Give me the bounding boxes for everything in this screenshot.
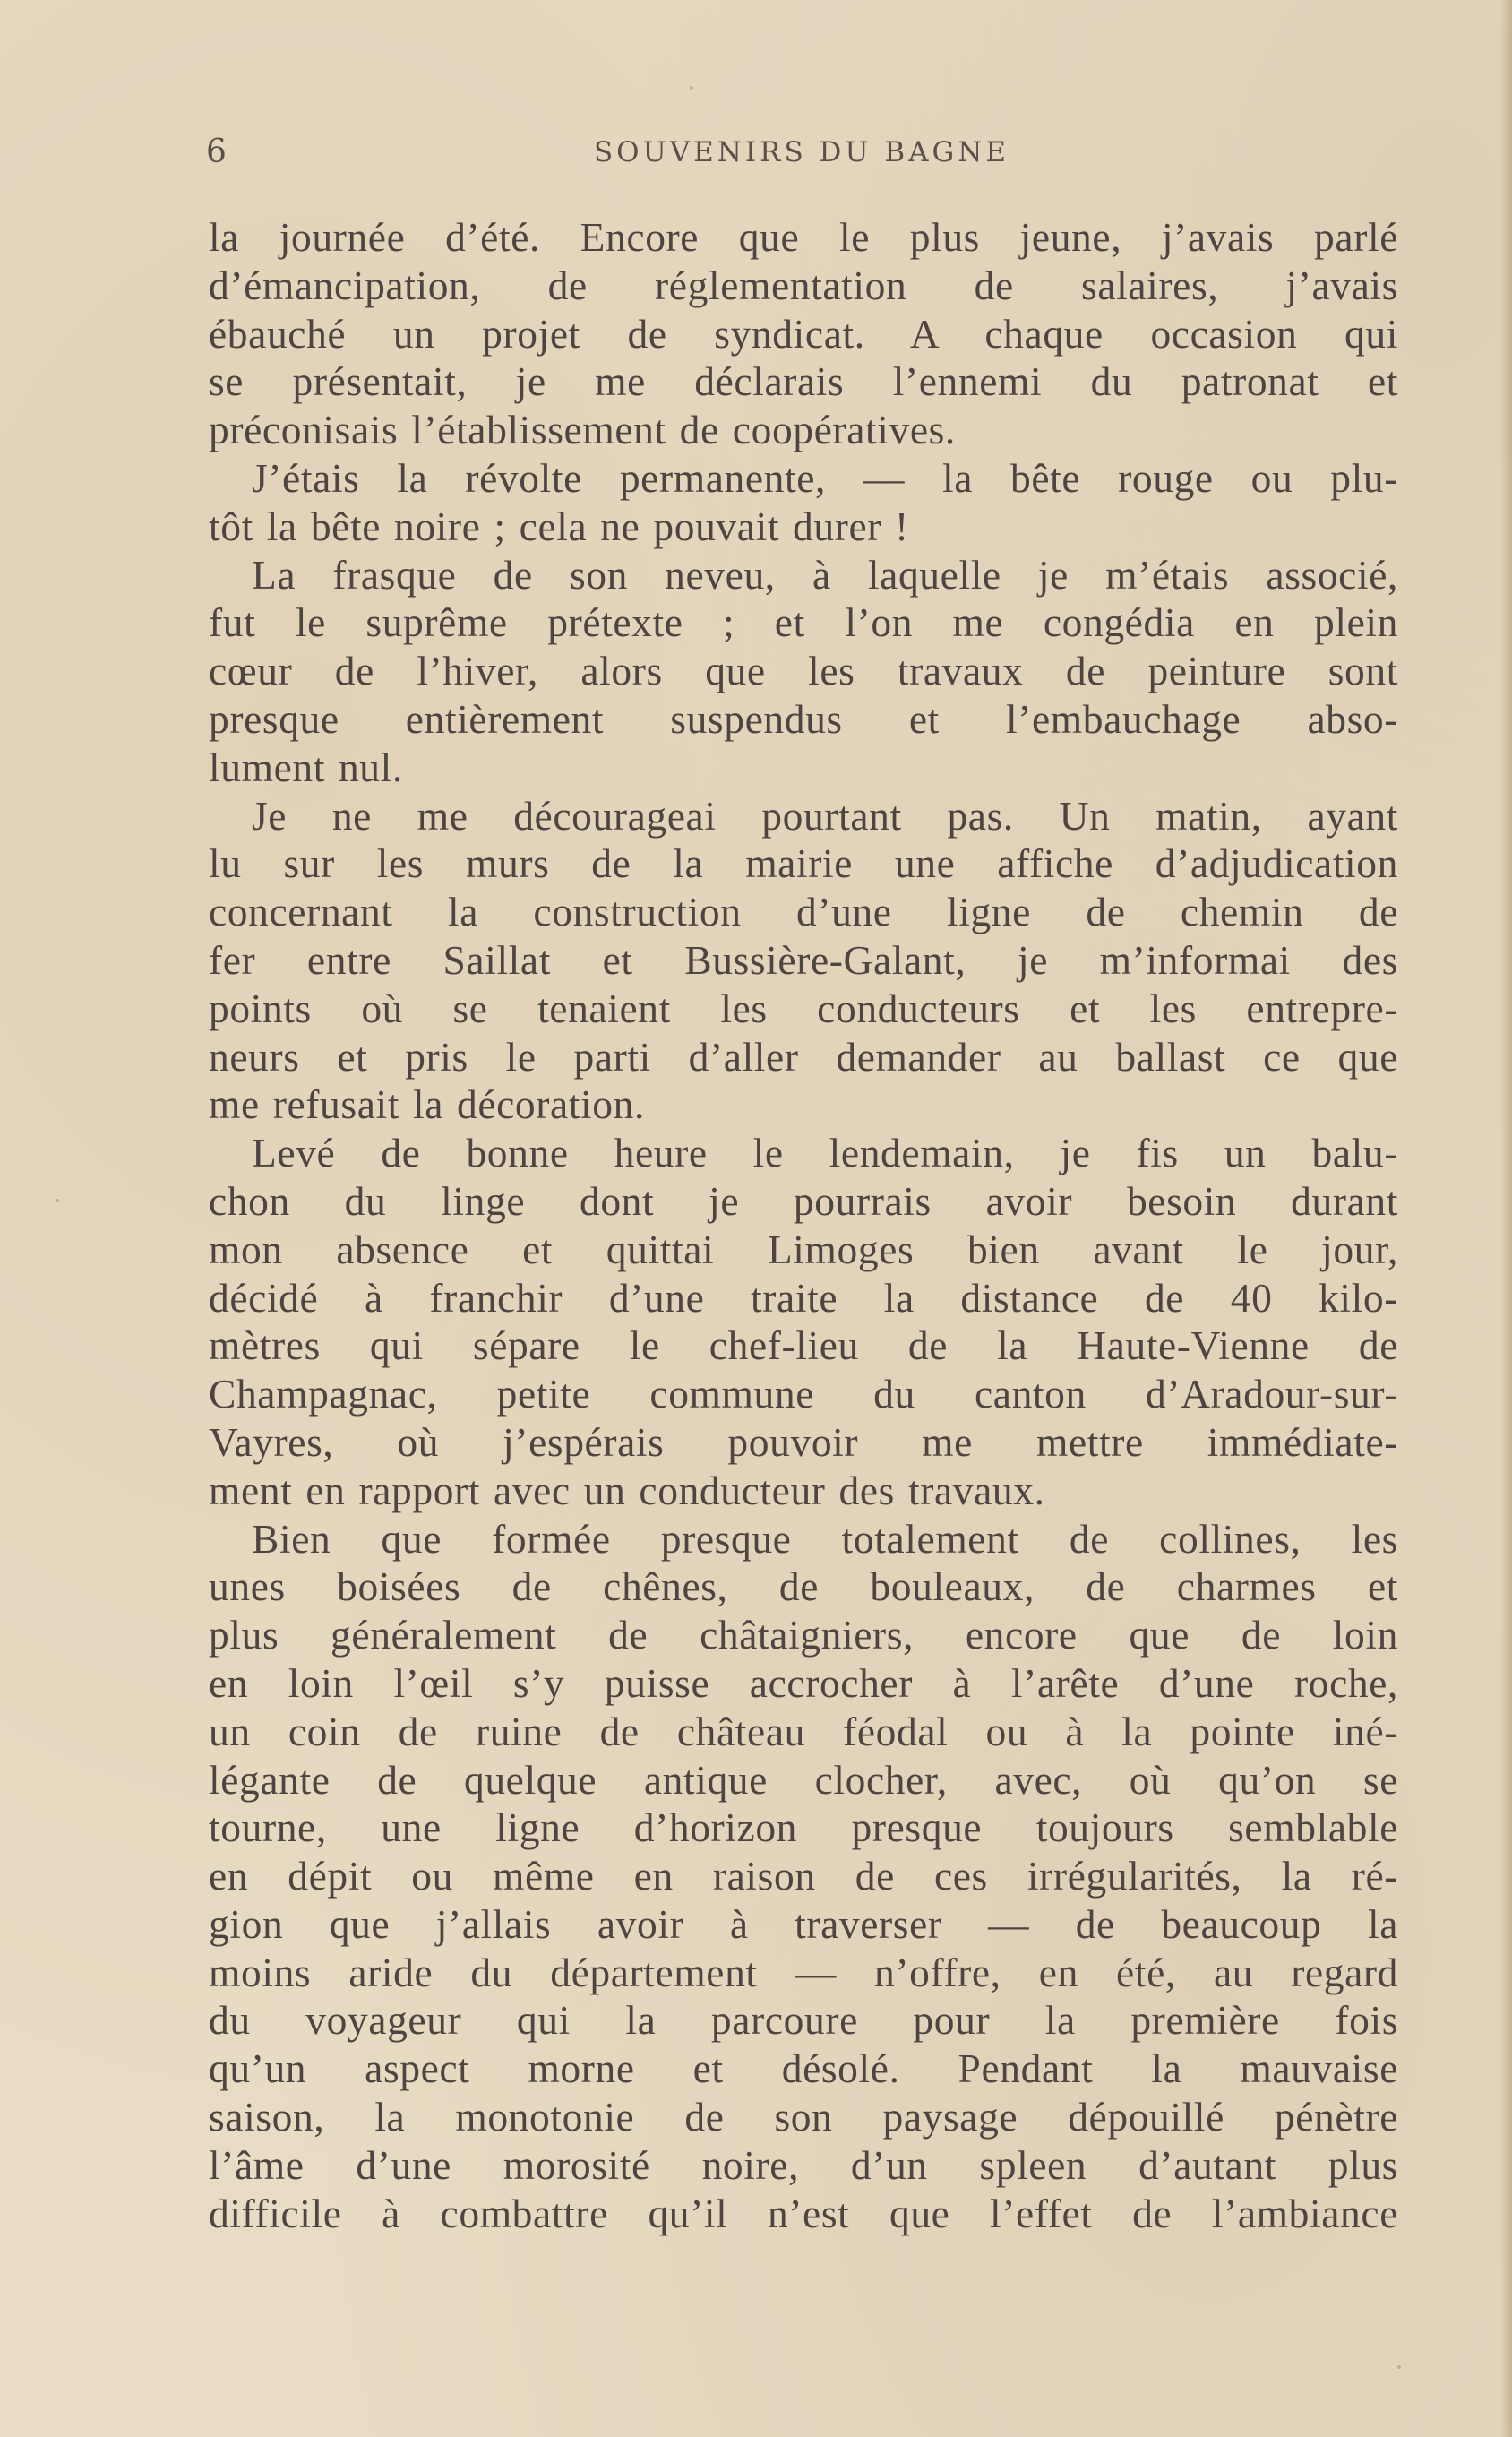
text-line: un coin de ruine de château féodal ou à la pointe iné- bbox=[209, 1708, 1398, 1754]
text-line: difficile à combattre qu’il n’est que l’effet de l’ambiance bbox=[209, 2190, 1398, 2236]
text-line: d’émancipation, de réglementation de salaires, j’avais bbox=[209, 262, 1398, 308]
text-line: se présentait, je me déclarais l’ennemi du patronat et bbox=[209, 358, 1398, 405]
text-line: fer entre Saillat et Bussière-Galant, je m’informai des bbox=[209, 936, 1398, 983]
text-line: du voyageur qui la parcoure pour la première fois bbox=[209, 1997, 1398, 2044]
text-line: l’âme d’une morosité noire, d’un spleen d’autant plus bbox=[209, 2141, 1398, 2188]
text-line: lument nul. bbox=[209, 744, 403, 790]
text-line: la journée d’été. Encore que le plus jeune, j’avais parlé bbox=[209, 214, 1398, 260]
text-line: moins aride du département — n’offre, en été, au regard bbox=[209, 1949, 1398, 1995]
text-line: presque entièrement suspendus et l’embauchage abso- bbox=[209, 695, 1398, 742]
text-line: ment en rapport avec un conducteur des travaux. bbox=[209, 1467, 1045, 1513]
text-line: tourne, une ligne d’horizon presque toujours semblable bbox=[209, 1804, 1398, 1851]
text-line: unes boisées de chênes, de bouleaux, de charmes et bbox=[209, 1563, 1398, 1610]
text-line: qu’un aspect morne et désolé. Pendant la mauvaise bbox=[209, 2045, 1398, 2092]
text-line: concernant la construction d’une ligne de chemin de bbox=[209, 889, 1398, 935]
text-line: neurs et pris le parti d’aller demander au ballast ce que bbox=[209, 1033, 1398, 1080]
text-line: cœur de l’hiver, alors que les travaux de peinture sont bbox=[209, 648, 1398, 694]
text-line: points où se tenaient les conducteurs et les entrepre- bbox=[209, 985, 1398, 1031]
text-line: lu sur les murs de la mairie une affiche d’adjudication bbox=[209, 840, 1398, 887]
body-text bbox=[209, 213, 1398, 2237]
text-line: me refusait la décoration. bbox=[209, 1081, 645, 1128]
text-line: mètres qui sépare le chef-lieu de la Haute-Vienne de bbox=[209, 1322, 1398, 1369]
text-line: Levé de bonne heure le lendemain, je fis un balu- bbox=[252, 1130, 1398, 1176]
text-line: Vayres, où j’espérais pouvoir me mettre immédiate- bbox=[209, 1418, 1398, 1465]
text-line: Champagnac, petite commune du canton d’Aradour-sur- bbox=[209, 1371, 1398, 1417]
text-line: décidé à franchir d’une traite la distance de 40 kilo- bbox=[209, 1274, 1398, 1321]
text-line: J’étais la révolte permanente, — la bête rouge ou plu- bbox=[252, 454, 1398, 501]
text-line: en loin l’œil s’y puisse accrocher à l’arête d’une roche, bbox=[209, 1659, 1398, 1706]
text-line: fut le suprême prétexte ; et l’on me congédia en plein bbox=[209, 599, 1398, 646]
text-line: mon absence et quittai Limoges bien avant le jour, bbox=[209, 1226, 1398, 1272]
text-line: chon du linge dont je pourrais avoir besoin durant bbox=[209, 1177, 1398, 1224]
text-line: La frasque de son neveu, à laquelle je m’étais associé, bbox=[252, 551, 1398, 598]
text-line: préconisais l’établissement de coopératives. bbox=[209, 407, 956, 453]
text-line: plus généralement de châtaigniers, encore que de loin bbox=[209, 1612, 1398, 1658]
page-header bbox=[206, 125, 1397, 179]
text-line: Bien que formée presque totalement de collines, les bbox=[252, 1515, 1398, 1562]
text-line: Je ne me décourageai pourtant pas. Un matin, ayant bbox=[252, 792, 1398, 839]
paper-speck bbox=[1397, 2365, 1401, 2369]
text-line: saison, la monotonie de son paysage dépouillé pénètre bbox=[209, 2094, 1398, 2140]
text-line: en dépit ou même en raison de ces irrégularités, la ré- bbox=[209, 1853, 1398, 1899]
text-line: gion que j’allais avoir à traverser — de beaucoup la bbox=[209, 1900, 1398, 1947]
paper-speck bbox=[690, 86, 693, 90]
page-number: 6 bbox=[206, 133, 227, 170]
page-edge-shadow bbox=[1499, 0, 1512, 2437]
text-line: légante de quelque antique clocher, avec, où qu’on se bbox=[209, 1756, 1398, 1803]
running-title: SOUVENIRS DU BAGNE bbox=[593, 136, 1010, 168]
text-line: ébauché un projet de syndicat. A chaque occasion qui bbox=[209, 310, 1398, 357]
text-line: tôt la bête noire ; cela ne pouvait durer ! bbox=[209, 503, 909, 549]
paper-speck bbox=[56, 1199, 59, 1202]
